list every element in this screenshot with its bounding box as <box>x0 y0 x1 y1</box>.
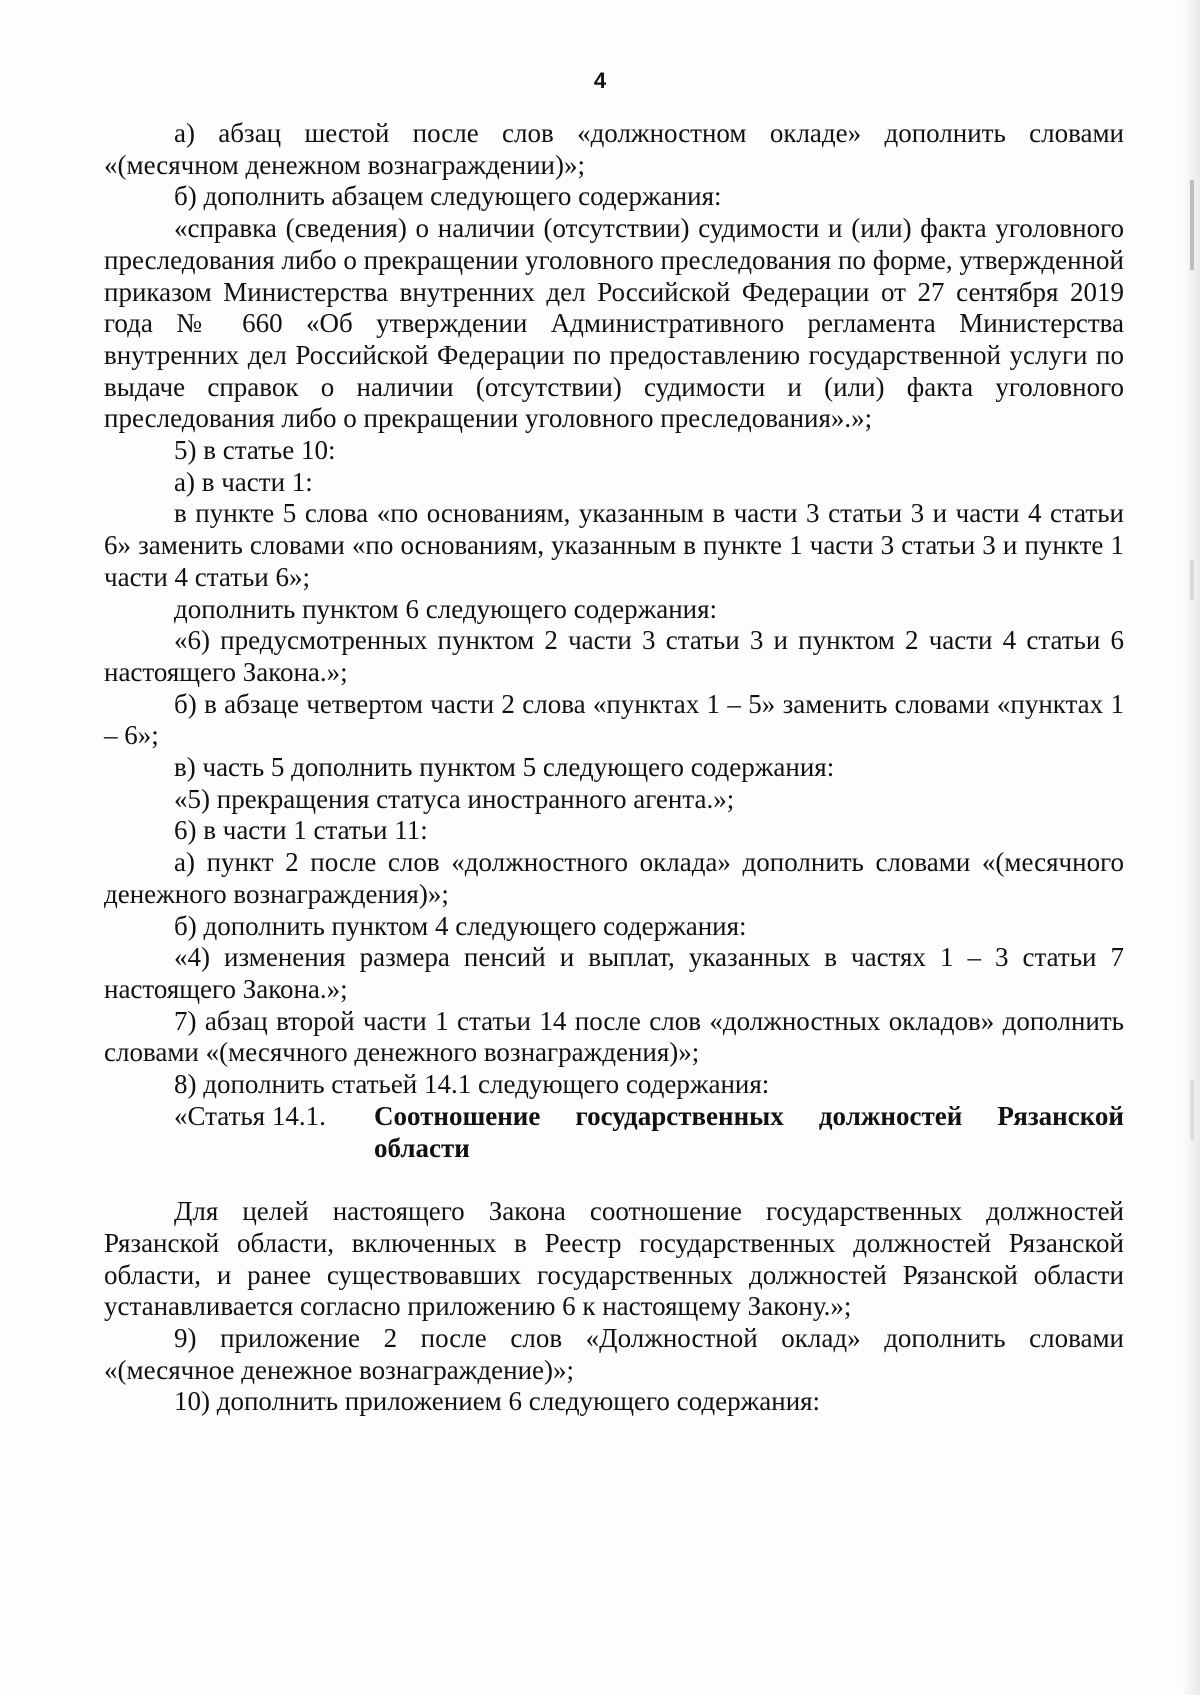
paragraph: 10) дополнить приложением 6 следующего содержания: <box>174 1386 821 1417</box>
paragraph: а) пункт 2 после слов «должностного оклада» дополнить словами «(месячного денежного вознаграждения)»; <box>104 847 1124 909</box>
paragraph: 5) в статье 10: <box>174 435 336 466</box>
spacer <box>104 1164 1124 1196</box>
paragraph: 7) абзац второй части 1 статьи 14 после слов «должностных окладов» дополнить словами «(месячного денежного вознаграждения)»; <box>104 1005 1124 1068</box>
paragraph: в пункте 5 слова «по основаниям, указанным в части 3 статьи 3 и части 4 статьи 6» заменить словами «по основаниям, указанным в пункте 1 части 3 статьи 3 и пункте 1 части 4 статьи 6»; <box>104 498 1124 592</box>
paragraph: Для целей настоящего Закона соотношение государственных должностей Рязанской области, включенных в Реестр государственных должностей Рязанской области, и ранее существовавших государственных должностей Рязанской области устанавливается согласно приложению 6 к настоящему Закону.»; <box>104 1196 1124 1322</box>
paragraph: дополнить пунктом 6 следующего содержания: <box>174 593 718 624</box>
paragraph: а) абзац шестой после слов «должностном окладе» дополнить словами «(месячном денежном вознаграждении)»; <box>104 118 1124 180</box>
scan-artifact <box>1190 560 1194 600</box>
paragraph: 8) дополнить статьей 14.1 следующего содержания: <box>174 1069 770 1100</box>
paragraph: б) в абзаце четвертом части 2 слова «пунктах 1 – 5» заменить словами «пунктах 1 – 6»; <box>104 688 1124 751</box>
paragraph: «справка (сведения) о наличии (отсутствии) судимости и (или) факта уголовного преследования либо о прекращении уголовного преследования по форме, утвержденной приказом Министерства внутренних дел Российской Федерации от 27 сентября 2019 года № 660 «Об утверждении Административного регламента Министерства внутренних дел Российской Федерации по предоставлению государственной услуги по выдаче справок о наличии (отсутствии) судимости и (или) факта уголовного преследования либо о прекращении уголовного преследования».»; <box>104 213 1124 434</box>
paragraph: б) дополнить пунктом 4 следующего содержания: <box>174 910 747 941</box>
scan-artifact <box>1190 1080 1194 1140</box>
document-body <box>104 118 1124 1418</box>
article-heading <box>104 1101 1124 1164</box>
paragraph: «6) предусмотренных пунктом 2 части 3 статьи 3 и пунктом 2 части 4 статьи 6 настоящего Закона.»; <box>104 625 1124 687</box>
paragraph: «5) прекращения статуса иностранного агента.»; <box>174 783 735 814</box>
paragraph: «4) изменения размера пенсий и выплат, указанных в частях 1 – 3 статьи 7 настоящего Закона.»; <box>104 942 1124 1004</box>
paragraph: в) часть 5 дополнить пунктом 5 следующего содержания: <box>174 752 835 783</box>
article-heading-prefix: «Статья 14.1. <box>174 1100 326 1131</box>
article-heading-title: Соотношение государственных должностей Рязанской области <box>374 1100 1124 1163</box>
paragraph: а) в части 1: <box>174 466 313 497</box>
page-number: 4 <box>593 68 607 93</box>
scan-artifact <box>1190 180 1194 270</box>
paragraph: б) дополнить абзацем следующего содержания: <box>174 181 722 212</box>
paragraph: 9) приложение 2 после слов «Должностной оклад» дополнить словами «(месячное денежное вознаграждение)»; <box>104 1323 1124 1385</box>
paragraph: 6) в части 1 статьи 11: <box>174 815 428 846</box>
